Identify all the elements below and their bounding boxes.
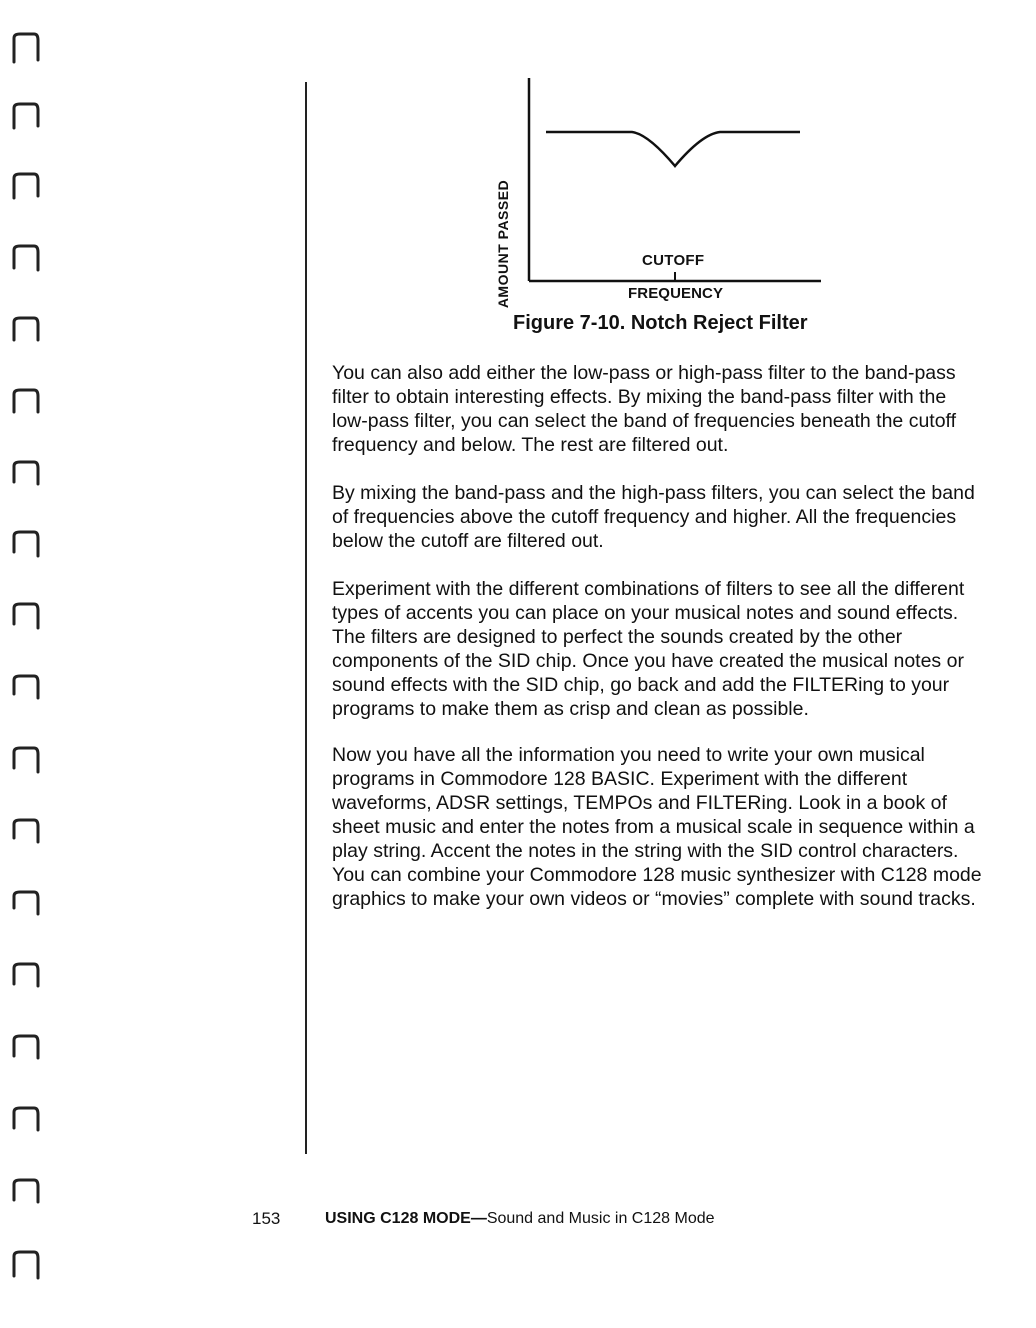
notch-response-curve	[546, 132, 800, 166]
figure-caption: Figure 7-10. Notch Reject Filter	[513, 312, 808, 334]
paragraph-2: By mixing the band-pass and the high-pass filters, you can select the band of frequencies above the cutoff frequency and higher. All the frequencies below the cutoff are filtered out.	[332, 482, 975, 552]
notch-filter-graph	[496, 74, 836, 310]
paragraph-4: Now you have all the information you need to write your own musical programs in Commodore 128 BASIC. Experiment with the different waveforms, ADSR settings, TEMPOs and FILTERing. Look in a book of sheet music and enter the notes from a musical scale in sequence within a play string. Accent the notes in the string with the SID control characters. You can combine your Commodore 128 music synthesizer with C128 mode graphics to make your own videos or “movies” complete with sound tracks.	[332, 744, 982, 910]
footer-section-title: Sound and Music in C128 Mode	[486, 1210, 715, 1227]
margin-rule	[305, 82, 307, 1154]
paragraph-3: Experiment with the different combinations of filters to see all the different types of accents you can place on your musical notes and sound effects. The filters are designed to perfect the sounds created by the other components of the SID chip. Once you have created the musical notes or sound effects with the SID chip, go back and add the FILTERing to your programs to make them as crisp and clean as possible.	[332, 578, 965, 720]
x-axis-label: FREQUENCY	[628, 285, 724, 302]
running-footer	[325, 1210, 715, 1228]
paragraph-1: You can also add either the low-pass or high-pass filter to the band-pass filter to obtain interesting effects. By mixing the band-pass filter with the low-pass filter, you can select the band of frequencies beneath the cutoff frequency and below. The rest are filtered out.	[332, 362, 957, 456]
page-number: 153	[252, 1209, 281, 1228]
y-axis-label: AMOUNT PASSED	[495, 179, 511, 309]
footer-section-bold: USING C128 MODE—	[325, 1210, 487, 1227]
binder-holes-decoration	[0, 0, 60, 1328]
cutoff-label: CUTOFF	[642, 252, 705, 269]
notch-filter-figure	[496, 74, 836, 310]
body-text	[332, 361, 982, 935]
